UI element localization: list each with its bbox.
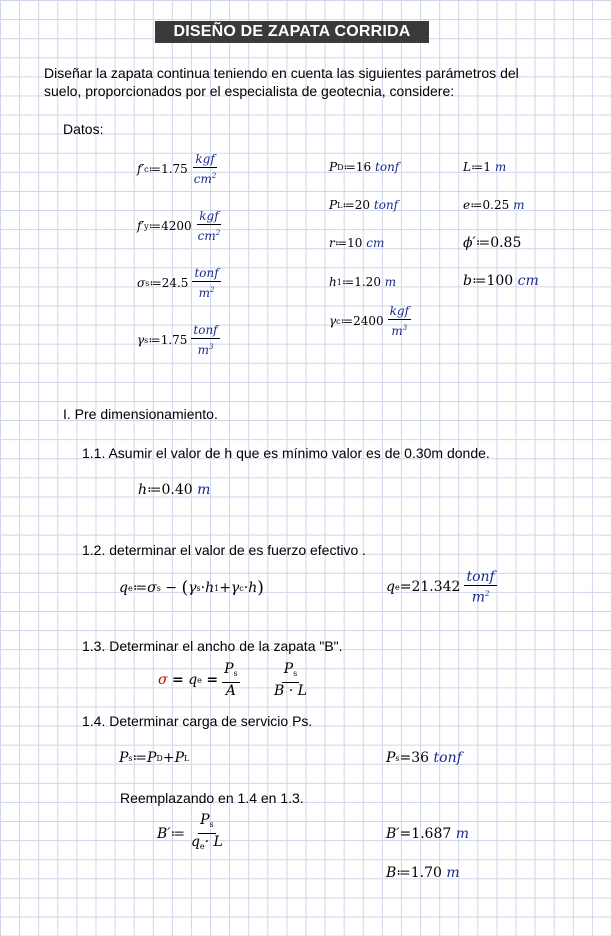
intro-line-2: suelo, proporcionados por el especialista de geotecnia, considere:: [44, 83, 455, 99]
eq-b-def: B ≔ 1.70 m: [386, 865, 460, 881]
eq-l: L ≔ 1 m: [463, 160, 507, 174]
eq-qe-result: q e = 21.342 $\frac{\text{tonf}}{m^2}$: [386, 569, 495, 606]
step-1-2: 1.2. determinar el valor de es fuerzo efectivo .: [82, 542, 367, 558]
eq-bprime-result: B′ = 1.687 m: [386, 826, 470, 842]
eq-fc: f′ c ≔ 1.75 $\frac{\text{kgf}}{cm^2}$: [137, 152, 217, 186]
eq-pl: P L ≔ 20 tonf: [329, 198, 399, 212]
eq-gamma-c: γ c ≔ 2400 $\frac{\text{kgf}}{m^3}$: [329, 304, 410, 338]
datos-label: Datos:: [63, 121, 104, 137]
eq-qe-def: q e ≔ σ s − ( γ s · h 1 + γ c · h ): [119, 578, 264, 598]
eq-e: e ≔ 0.25 m: [463, 198, 525, 212]
eq-fy: f′ y ≔ 4200 $\frac{\text{kgf}}{cm^2}$: [137, 209, 221, 243]
eq-h: h ≔ 0.40 m: [138, 482, 211, 498]
page-title: DISEÑO DE ZAPATA CORRIDA: [155, 21, 429, 43]
step-1-3: 1.3. Determinar el ancho de la zapata "B".: [82, 638, 343, 654]
eq-sigma-s: σ s ≔ 24.5 $\frac{\text{tonf}}{m^2}$: [137, 266, 219, 300]
eq-bprime-def: B′ ≔ $\frac{P_s}{q_e\cdot L}$: [157, 812, 223, 851]
reemplazando-note: Reemplazando en 1.4 en 1.3.: [120, 790, 304, 806]
eq-pd: P D ≔ 16 tonf: [329, 160, 400, 174]
eq-r: r ≔ 10 cm: [329, 236, 385, 250]
eq-b: b ≔ 100 cm: [463, 273, 539, 289]
intro-line-1: Diseñar la zapata continua teniendo en cuenta las siguientes parámetros del: [44, 65, 519, 81]
step-1-1: 1.1. Asumir el valor de h que es mínimo valor es de 0.30m donde.: [82, 445, 490, 461]
eq-ps-result: P s = 36 tonf: [386, 750, 462, 766]
section-1-heading: I. Pre dimensionamiento.: [63, 406, 218, 422]
eq-h1: h 1 ≔ 1.20 m: [329, 275, 397, 289]
eq-gamma-s: γ s ≔ 1.75 $\frac{\text{tonf}}{m^3}$: [137, 323, 218, 357]
eq-sigma-qe: σ = q e = $\frac{P_s}{A}$: [158, 661, 238, 699]
eq-ps-over-bl: $\frac{P_s}{B \cdot L}$: [274, 661, 307, 699]
eq-phi: ϕ′ ≔ 0.85: [463, 235, 522, 251]
eq-ps-def: P s ≔ P D + P L: [119, 750, 190, 766]
step-1-4: 1.4. Determinar carga de servicio Ps.: [82, 713, 313, 729]
